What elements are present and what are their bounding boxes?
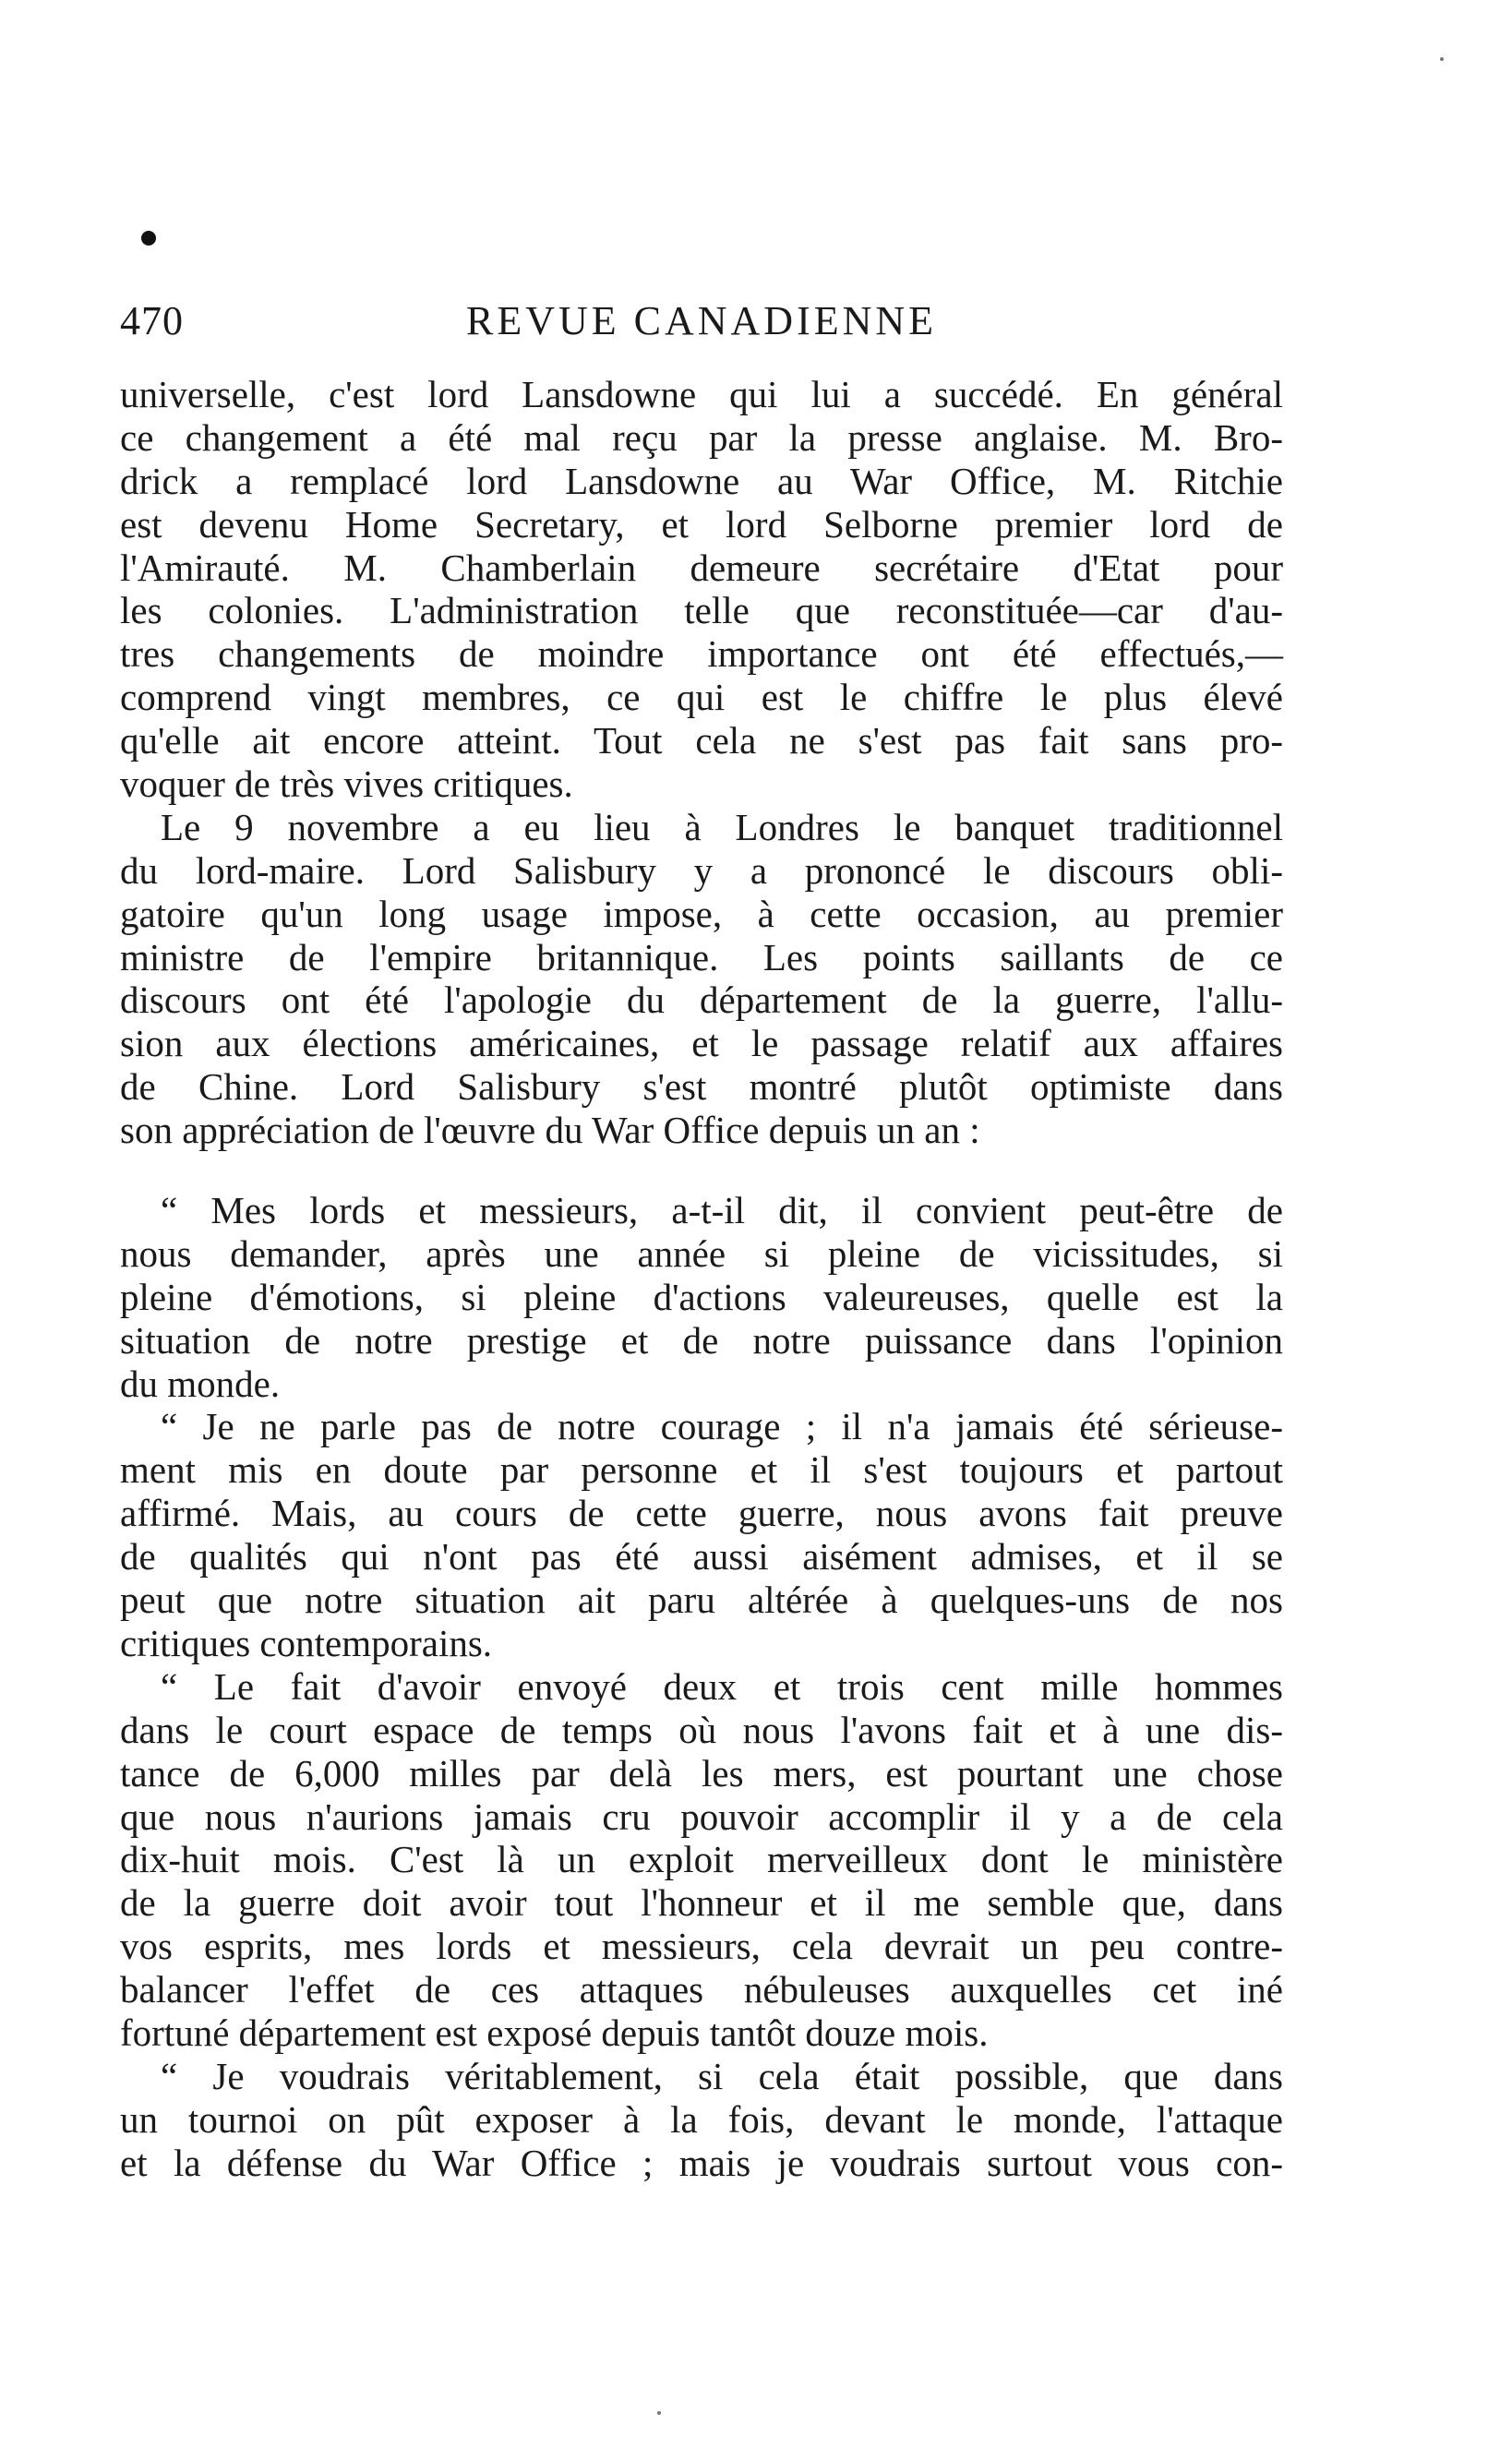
text-line: est devenu Home Secretary, et lord Selborne premier lord de — [120, 502, 1283, 546]
text-line: de la guerre doit avoir tout l'honneur et il me semble que, dans — [120, 1881, 1283, 1925]
text-line: son appréciation de l'œuvre du War Office depuis un an : — [120, 1109, 980, 1152]
body-text — [120, 373, 1283, 2185]
text-line: ment mis en doute par personne et il s'est toujours et partout — [120, 1448, 1283, 1492]
text-line: dix-huit mois. C'est là un exploit merveilleux dont le ministère — [120, 1838, 1283, 1881]
bottom-speck — [657, 2411, 661, 2415]
page-header — [120, 294, 1283, 349]
text-line: situation de notre prestige et de notre puissance dans l'opinion — [120, 1318, 1283, 1362]
running-title: REVUE CANADIENNE — [465, 298, 938, 343]
margin-speck — [1440, 57, 1444, 61]
paragraph — [120, 2055, 1283, 2185]
text-line: voquer de très vives critiques. — [120, 762, 573, 806]
paragraph-gap — [120, 1152, 1283, 1189]
text-line: pleine d'émotions, si pleine d'actions valeureuses, quelle est la — [120, 1275, 1283, 1318]
text-line: du monde. — [120, 1362, 281, 1405]
margin-dot — [141, 231, 156, 246]
text-line: gatoire qu'un long usage impose, à cette occasion, au premier — [120, 892, 1283, 935]
text-line: de Chine. Lord Salisbury s'est montré plutôt optimiste dans — [120, 1065, 1283, 1109]
text-line: “ Mes lords et messieurs, a-t-il dit, il convient peut-être de — [161, 1189, 1283, 1232]
text-line: et la défense du War Office ; mais je voudrais surtout vous con- — [120, 2141, 1283, 2184]
text-line: du lord-maire. Lord Salisbury y a prononcé le discours obli- — [120, 848, 1283, 892]
text-line: discours ont été l'apologie du département de la guerre, l'allu- — [120, 978, 1283, 1022]
paragraph — [120, 373, 1283, 806]
text-line: ce changement a été mal reçu par la presse anglaise. M. Bro- — [120, 415, 1283, 459]
paragraph — [120, 1189, 1283, 1405]
paragraph — [120, 1665, 1283, 2055]
text-line: dans le court espace de temps où nous l'avons fait et à une dis- — [120, 1708, 1283, 1751]
paragraph — [120, 1405, 1283, 1664]
text-line: “ Je voudrais véritablement, si cela était possible, que dans — [161, 2054, 1283, 2097]
text-line: comprend vingt membres, ce qui est le chiffre le plus élevé — [120, 676, 1283, 719]
text-line: vos esprits, mes lords et messieurs, cela devrait un peu contre- — [120, 1925, 1283, 1968]
text-line: affirmé. Mais, au cours de cette guerre, nous avons fait preuve — [120, 1492, 1283, 1535]
text-line: tres changements de moindre importance ont été effectués,— — [120, 632, 1283, 676]
text-line: Le 9 novembre a eu lieu à Londres le banquet traditionnel — [161, 805, 1283, 848]
text-line: tance de 6,000 milles par delà les mers, est pourtant une chose — [120, 1751, 1283, 1795]
text-line: ministre de l'empire britannique. Les points saillants de ce — [120, 935, 1283, 978]
text-line: l'Amirauté. M. Chamberlain demeure secrétaire d'Etat pour — [120, 546, 1283, 589]
text-line: peut que notre situation ait paru altérée à quelques-uns de nos — [120, 1579, 1283, 1622]
text-line: que nous n'aurions jamais cru pouvoir accomplir il y a de cela — [120, 1795, 1283, 1838]
text-line: fortuné département est exposé depuis tantôt douze mois. — [120, 2011, 989, 2054]
text-line: un tournoi on pût exposer à la fois, devant le monde, l'attaque — [120, 2097, 1283, 2141]
text-line: critiques contemporains. — [120, 1621, 493, 1664]
text-line: de qualités qui n'ont pas été aussi aisément admises, et il se — [120, 1535, 1283, 1579]
text-line: sion aux élections américaines, et le passage relatif aux affaires — [120, 1022, 1283, 1065]
text-line: qu'elle ait encore atteint. Tout cela ne s'est pas fait sans pro- — [120, 719, 1283, 762]
text-line: les colonies. L'administration telle que reconstituée—car d'au- — [120, 589, 1283, 632]
text-line: universelle, c'est lord Lansdowne qui lui a succédé. En général — [120, 373, 1283, 415]
text-line: drick a remplacé lord Lansdowne au War Office, M. Ritchie — [120, 459, 1283, 502]
text-line: nous demander, après une année si pleine de vicissitudes, si — [120, 1231, 1283, 1275]
paragraph — [120, 806, 1283, 1152]
text-line: “ Le fait d'avoir envoyé deux et trois cent mille hommes — [161, 1664, 1283, 1708]
text-line: “ Je ne parle pas de notre courage ; il n'a jamais été sérieuse- — [161, 1405, 1283, 1448]
text-line: balancer l'effet de ces attaques nébuleuses auxquelles cet iné — [120, 1968, 1283, 2011]
page-number: 470 — [120, 298, 184, 343]
